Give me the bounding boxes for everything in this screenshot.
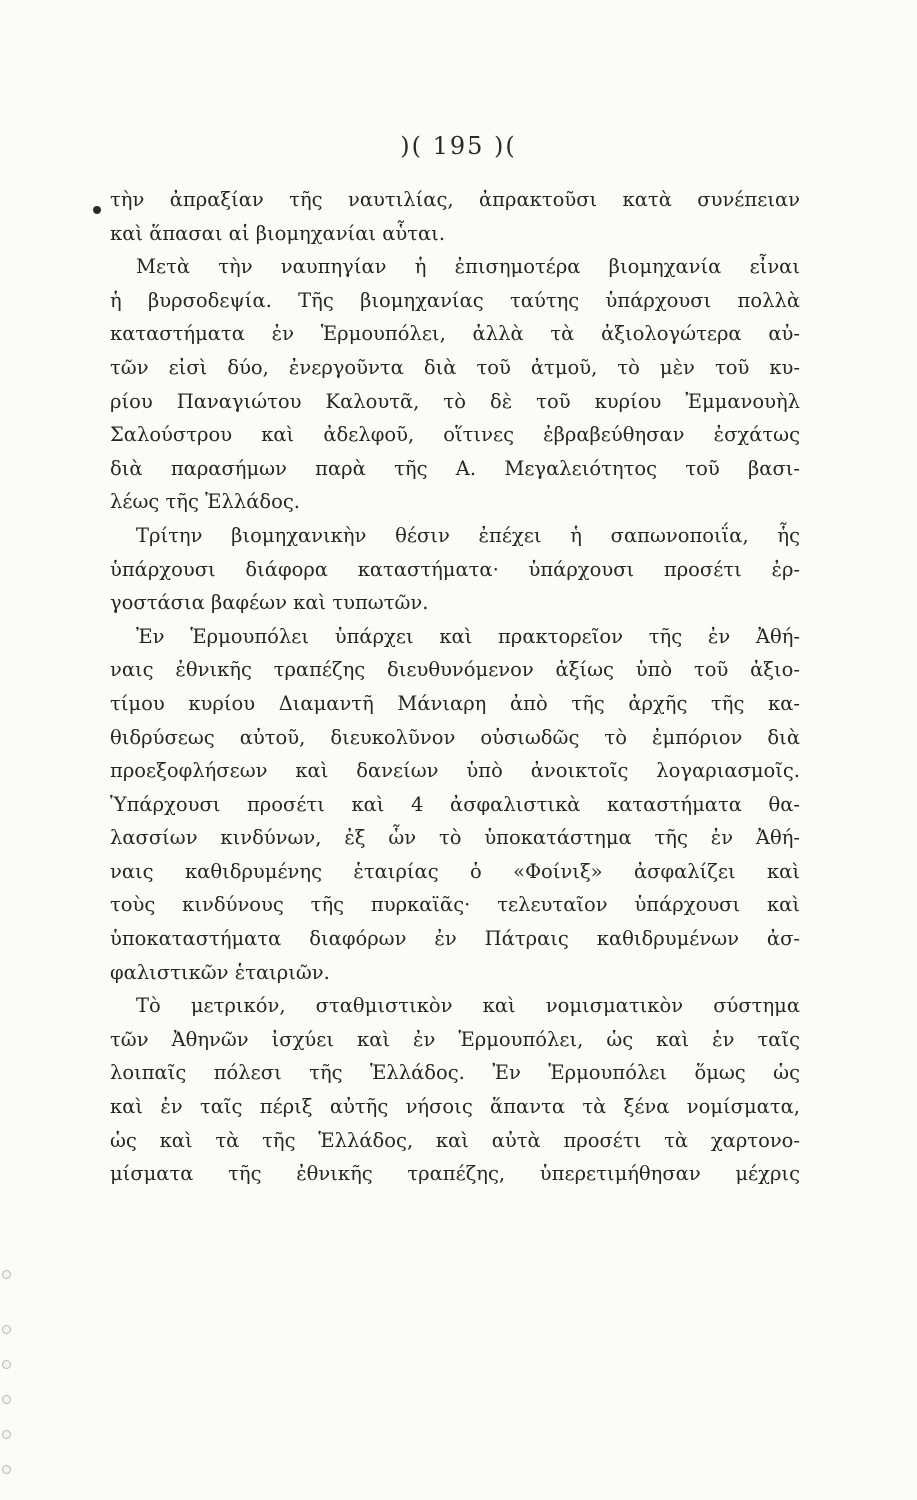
punch-hole-mark <box>2 1270 11 1279</box>
text-line: ναις καθιδρυμένης ἑταιρίας ὁ «Φοίνιξ» ἀσφαλίζει καὶ <box>110 859 800 883</box>
text-line: τὴν ἀπραξίαν τῆς ναυτιλίας, ἀπρακτοῦσι κατὰ συνέπειαν <box>110 188 800 211</box>
text-line: φαλιστικῶν ἑταιριῶν. <box>110 960 330 984</box>
text-line: λέως τῆς Ἑλλάδος. <box>110 490 300 514</box>
page-number-header: )( 195 )( <box>400 132 517 160</box>
text-line: ρίου Παναγιώτου Καλουτᾶ, τὸ δὲ τοῦ κυρίου Ἐμμανουὴλ <box>110 389 800 413</box>
text-line: μίσματα τῆς ἐθνικῆς τραπέζης, ὑπερετιμήθησαν μέχρις <box>110 1162 800 1186</box>
text-line: λοιπαῖς πόλεσι τῆς Ἑλλάδος. Ἐν Ἑρμουπόλει ὅμως ὡς <box>110 1061 800 1085</box>
text-line: Ὑπάρχουσι προσέτι καὶ 4 ἀσφαλιστικὰ καταστήματα θα- <box>110 792 800 816</box>
text-line: λασσίων κινδύνων, ἐξ ὧν τὸ ὑποκατάστημα τῆς ἐν Ἀθή- <box>110 826 800 850</box>
punch-hole-mark <box>2 1325 11 1334</box>
punch-hole-mark <box>2 1430 11 1439</box>
punch-hole-mark <box>2 1360 11 1369</box>
text-line: θιδρύσεως αὐτοῦ, διευκολῦνον οὐσιωδῶς τὸ ἐμπόριον διὰ <box>110 725 800 749</box>
body-text <box>110 183 800 1191</box>
punch-hole-mark <box>2 1395 11 1404</box>
text-line: καὶ ἐν ταῖς πέριξ αὐτῆς νήσοις ἅπαντα τὰ ξένα νομίσματα, <box>110 1095 800 1119</box>
text-line: ὑποκαταστήματα διαφόρων ἐν Πάτραις καθιδρυμένων ἀσ- <box>110 927 800 951</box>
text-line: προεξοφλήσεων καὶ δανείων ὑπὸ ἀνοικτοῖς λογαριασμοῖς. <box>110 759 800 783</box>
text-line: τῶν εἰσὶ δύο, ἐνεργοῦντα διὰ τοῦ ἀτμοῦ, τὸ μὲν τοῦ κυ- <box>110 355 800 379</box>
ink-dot-mark <box>93 206 101 214</box>
text-line: Τὸ μετρικόν, σταθμιστικὸν καὶ νομισματικὸν σύστημα <box>136 994 800 1018</box>
text-line: ὑπάρχουσι διάφορα καταστήματα· ὑπάρχουσι προσέτι ἐρ- <box>110 557 800 581</box>
text-line: Σαλούστρου καὶ ἀδελφοῦ, οἵτινες ἐβραβεύθησαν ἐσχάτως <box>110 423 800 447</box>
text-line: Μετὰ τὴν ναυπηγίαν ἡ ἐπισημοτέρα βιομηχανία εἶναι <box>136 255 800 279</box>
text-line: ἡ βυρσοδεψία. Τῆς βιομηχανίας ταύτης ὑπάρχουσι πολλὰ <box>110 288 800 312</box>
text-line: γοστάσια βαφέων καὶ τυπωτῶν. <box>110 591 429 615</box>
text-line: ὡς καὶ τὰ τῆς Ἑλλάδος, καὶ αὐτὰ προσέτι τὰ χαρτονο- <box>110 1128 800 1152</box>
text-line: καὶ ἅπασαι αἱ βιομηχανίαι αὗται. <box>110 221 446 245</box>
text-line: ναις ἐθνικῆς τραπέζης διευθυνόμενον ἀξίως ὑπὸ τοῦ ἀξιο- <box>110 658 800 682</box>
text-line: τῶν Ἀθηνῶν ἰσχύει καὶ ἐν Ἑρμουπόλει, ὡς καὶ ἐν ταῖς <box>110 1027 800 1051</box>
text-line: τίμου κυρίου Διαμαντῆ Μάνιαρη ἀπὸ τῆς ἀρχῆς τῆς κα- <box>110 691 800 715</box>
text-line: Τρίτην βιομηχανικὴν θέσιν ἐπέχει ἡ σαπωνοποιΐα, ἧς <box>136 523 800 547</box>
punch-hole-mark <box>2 1465 11 1474</box>
text-line: Ἐν Ἑρμουπόλει ὑπάρχει καὶ πρακτορεῖον τῆς ἐν Ἀθή- <box>136 624 800 648</box>
text-line: τοὺς κινδύνους τῆς πυρκαϊᾶς· τελευταῖον ὑπάρχουσι καὶ <box>110 893 800 917</box>
text-line: διὰ παρασήμων παρὰ τῆς Α. Μεγαλειότητος τοῦ βασι- <box>110 456 800 480</box>
text-line: καταστήματα ἐν Ἑρμουπόλει, ἀλλὰ τὰ ἀξιολογώτερα αὐ- <box>110 322 800 346</box>
